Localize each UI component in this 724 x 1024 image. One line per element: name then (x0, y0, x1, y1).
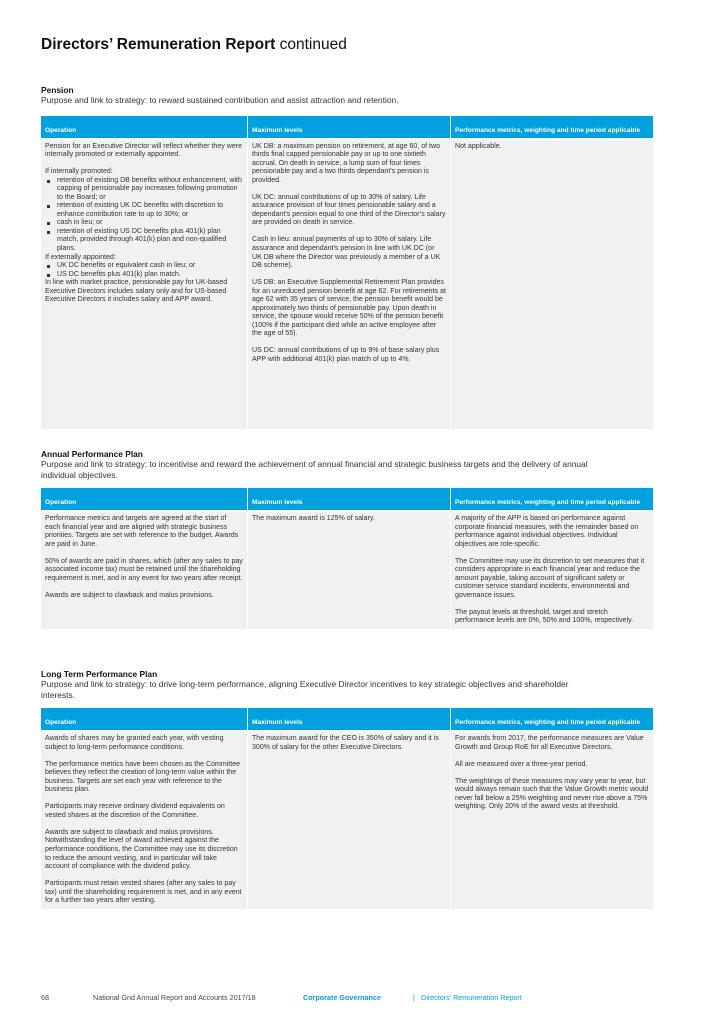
paragraph: The payout levels at threshold, target and stretch performance levels are 0%, 50% and 100%, respectively. (455, 608, 634, 625)
paragraph: The performance metrics have been chosen as the Committee believes they reflect the creation of long-term value within the business. Targets are set each year with reference to the business plan. (45, 760, 241, 794)
section-heading: Long Term Performance Plan (41, 669, 158, 679)
operation-cell (41, 730, 247, 909)
bullet-item: retention of existing DB benefits without enhancement, with capping of pensionable pay increases following promotion to the Board; or (57, 176, 242, 201)
page-title (41, 36, 347, 54)
paragraph: For awards from 2017, the performance measures are Value Growth and Group RoE for all Executive Directors. (455, 735, 644, 751)
metrics-cell (450, 730, 653, 909)
paragraph: UK DC: annual contributions of up to 30% of salary. Life assurance provision of four times pensionable salary and a dependant’s pension equal to one third of the Director’s salary are provided on death in service. (252, 193, 446, 227)
ltpp-section (41, 669, 653, 909)
bullet-item: retention of existing UK DC benefits with discretion to enhance contribution rate to up to 30%; or (57, 202, 243, 219)
column-header-metrics: Performance metrics, weighting and time period applicable (450, 708, 653, 730)
paragraph: US DB: an Executive Supplemental Retirement Plan provides for an unreduced pension benefit at age 62. For retirements at age 62 with 35 years of service, the pension benefit would be approximately two thirds of pensionable pay. Upon death in service, the spouse would receive 50% of the pension benefit (100% if the participant died while an active employee after the age of 55). (252, 279, 446, 338)
section-heading: Pension (41, 85, 74, 95)
table-row (41, 730, 653, 909)
policy-table (41, 488, 653, 629)
publication-name: National Grid Annual Report and Accounts 2017/18 (93, 993, 256, 1002)
bullet-item: cash in lieu; or (57, 219, 243, 228)
column-header-maximum: Maximum levels (247, 488, 450, 510)
column-header-operation: Operation (41, 488, 247, 510)
table-row (41, 138, 653, 429)
footer-section-link[interactable]: Corporate Governance (303, 993, 381, 1002)
paragraph: 50% of awards are paid in shares, which (after any sales to pay associated income tax) must be retained until the shareholding requirement is met, and in any event for two years after receipt. (45, 557, 243, 582)
maximum-cell (247, 730, 450, 909)
section-purpose: Purpose and link to strategy: to drive long-term performance, aligning Executive Director incentives to key strategic objectives and shareholder interests. (41, 679, 569, 700)
paragraph: All are measured over a three-year period. (455, 760, 588, 768)
paragraph: UK DB: a maximum pension on retirement, at age 60, of two thirds final capped pensionable pay or up to one sixtieth accrual. On death in service, a lump sum of four times pensionable pay and a two thirds dependant’s pension is provided. (252, 142, 441, 184)
metrics-cell (450, 510, 653, 629)
section-heading: Annual Performance Plan (41, 449, 143, 459)
paragraph: Cash in lieu: annual payments of up to 30% of salary. Life assurance and dependant’s pension in line with UK DC (or UK DB where the Director was previously a member of a UK DB scheme). (252, 236, 441, 270)
bullet-list (45, 262, 243, 279)
paragraph: Awards are subject to clawback and malus provisions. (45, 591, 214, 599)
policy-table (41, 116, 653, 429)
maximum-cell (247, 138, 450, 429)
paragraph: A majority of the APP is based on performance against corporate financial measures, with the remainder based on performance against individual objectives. Individual objectives are role-specific. (455, 515, 639, 548)
paragraph: Pension for an Executive Director will reflect whether they were internally promoted or externally appointed. (45, 142, 243, 159)
paragraph: The weightings of these measures may vary year to year, but would always remain such that the Value Growth metric would never fall below a 25% weighting and never rise above a 75% weighting. Only 20% of the award vests at threshold. (455, 777, 649, 811)
operation-cell (41, 138, 247, 429)
paragraph: The maximum award is 125% of salary. (252, 515, 375, 522)
page-title-continued: continued (279, 36, 347, 53)
paragraph: If externally appointed: (45, 253, 116, 261)
column-header-metrics: Performance metrics, weighting and time period applicable (450, 488, 653, 510)
app-section (41, 449, 653, 629)
page-number: 68 (41, 993, 49, 1002)
pension-section (41, 85, 653, 429)
paragraph: Participants must retain vested shares (after any sales to pay tax) until the shareholding requirement is met, and in any event for a further two years after vesting. (45, 880, 242, 905)
paragraph: The maximum award for the CEO is 350% of salary and it is 300% of salary for the other Executive Directors. (252, 735, 439, 751)
bullet-list (45, 177, 243, 254)
metrics-cell (450, 138, 653, 429)
paragraph: Participants may receive ordinary dividend equivalents on vested shares at the discretion of the Committee. (45, 803, 225, 819)
bullet-item: retention of existing US DC benefits plus 401(k) plan match, provided through 401(k) plan and non-qualified plans. (57, 228, 243, 254)
paragraph: Not applicable. (455, 142, 502, 150)
column-header-maximum: Maximum levels (247, 708, 450, 730)
paragraph: US DC: annual contributions of up to 9% of base salary plus APP with additional 401(k) plan match of up to 4%. (252, 347, 440, 363)
maximum-cell (247, 510, 450, 629)
section-purpose: Purpose and link to strategy: to incentivise and reward the achievement of annual financial and strategic business targets and the delivery of annual individual objectives. (41, 459, 588, 480)
paragraph: If internally promoted: (45, 168, 113, 176)
column-header-operation: Operation (41, 708, 247, 730)
page-title-main: Directors’ Remuneration Report (41, 36, 276, 53)
paragraph: Awards of shares may be granted each year, with vesting subject to long-term performance conditions. (45, 735, 224, 751)
section-purpose: Purpose and link to strategy: to reward sustained contribution and assist attraction and retention. (41, 95, 399, 105)
footer-subsection-link[interactable]: Directors’ Remuneration Report (421, 993, 522, 1002)
column-header-operation: Operation (41, 116, 247, 138)
column-header-metrics: Performance metrics, weighting and time period applicable (450, 116, 653, 138)
bullet-item: US DC benefits plus 401(k) plan match. (57, 271, 243, 280)
column-header-maximum: Maximum levels (247, 116, 450, 138)
paragraph: Awards are subject to clawback and malus provisions. Notwithstanding the level of award achieved against the performance conditions, the Committee may use its discretion to reduce the amount vesting, and in particular will take account of compliance with the dividend policy. (45, 828, 238, 871)
paragraph: The Committee may use its discretion to set measures that it considers appropriate in each financial year and reduce the amount payable, taking account of significant safety or customer service standard incidents, environmental and governance issues. (455, 557, 645, 599)
operation-cell (41, 510, 247, 629)
table-row (41, 510, 653, 629)
footer-separator: | (413, 993, 415, 1002)
policy-table (41, 708, 653, 909)
bullet-item: UK DC benefits or equivalent cash in lieu; or (57, 262, 243, 271)
paragraph: In line with market practice, pensionable pay for UK-based Executive Directors includes salary only and for US-based Executive Directors it includes salary and APP award. (45, 279, 228, 304)
paragraph: Performance metrics and targets are agreed at the start of each financial year and are aligned with strategic business priorities. Targets are set with reference to the budget. Awards are paid in June. (45, 515, 239, 548)
